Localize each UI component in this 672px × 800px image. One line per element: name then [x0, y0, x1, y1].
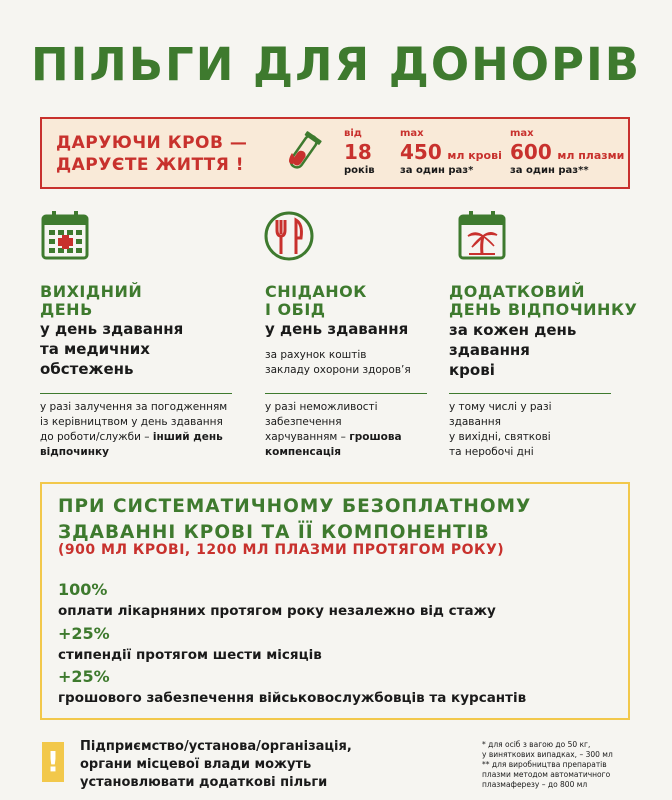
col3-note-line2: здавання — [449, 416, 501, 428]
footnotes — [482, 740, 672, 790]
systematic-donation-box — [40, 482, 630, 720]
footnote-2-line2: плазми методом автоматичного — [482, 770, 611, 779]
col2-head-line1: СНІДАНОК — [265, 282, 367, 301]
systematic-title-line2: ЗДАВАННІ КРОВІ ТА ЇЇ КОМПОНЕНТІВ — [58, 522, 490, 543]
footnote-2-line3: плазмаферезу – до 800 мл — [482, 780, 588, 789]
benefit-3-desc: грошового забезпечення військовослужбовців та курсантів — [58, 690, 527, 706]
col1-note-line3: до роботи/служби – — [40, 431, 150, 443]
col2-note — [265, 400, 402, 460]
org-note-line1: Підприємство/установа/організація, — [80, 739, 352, 754]
blood-stat — [400, 127, 502, 177]
benefit-1-desc: оплати лікарняних протягом року незалежно від стажу — [58, 603, 496, 619]
systematic-title-line1: ПРИ СИСТЕМАТИЧНОМУ БЕЗОПЛАТНОМУ — [58, 496, 532, 517]
calendar-palm-icon — [457, 210, 507, 262]
col1-sub-line3: обстежень — [40, 360, 134, 378]
col1-sub-line2: та медичних — [40, 340, 150, 358]
col3-note-line3: у вихідні, святкові — [449, 431, 551, 443]
plasma-value: 600 — [510, 140, 552, 164]
age-stat — [344, 127, 375, 177]
slogan — [56, 132, 247, 176]
benefit-1-value: 100% — [58, 580, 108, 599]
col3-sub-line2: здавання — [449, 341, 530, 359]
organization-note — [80, 738, 352, 792]
col3-divider — [449, 393, 611, 394]
col1-head-line2: ДЕНЬ — [40, 300, 93, 319]
col1-note-line2: із керівництвом у день здавання — [40, 416, 223, 428]
col2-subtitle — [265, 319, 408, 339]
col3-sub-line3: крові — [449, 361, 495, 379]
col3-sub-line1: за кожен день — [449, 321, 577, 339]
col3-note-line1: у тому числі у разі — [449, 401, 552, 413]
blood-value: 450 — [400, 140, 442, 164]
col3-note-line4: та неробочі дні — [449, 446, 534, 458]
blood-sub: за один раз* — [400, 165, 474, 176]
col2-note-line4: компенсація — [265, 446, 341, 458]
blood-tube-icon — [280, 131, 324, 177]
plasma-sub: за один раз** — [510, 165, 589, 176]
systematic-subtitle: (900 МЛ КРОВІ, 1200 МЛ ПЛАЗМИ ПРОТЯГОМ РОКУ) — [58, 542, 505, 558]
benefit-3-value: +25% — [58, 667, 110, 686]
col2-note-line1: у разі неможливості — [265, 401, 378, 413]
age-label: від — [344, 128, 362, 139]
calendar-icon — [40, 210, 90, 262]
col2-detail-line2: закладу охорони здоров’я — [265, 364, 411, 376]
systematic-title — [58, 494, 531, 546]
col1-subtitle — [40, 319, 183, 379]
col3-note — [449, 400, 551, 460]
footnote-1-line1: * для осіб з вагою до 50 кг, — [482, 740, 591, 749]
plasma-label: max — [510, 128, 534, 139]
plasma-unit: мл плазми — [557, 149, 625, 162]
blood-label: max — [400, 128, 424, 139]
benefit-2-value: +25% — [58, 624, 110, 643]
col1-note-line1: у разі залучення за погодженням — [40, 401, 228, 413]
col3-heading — [449, 283, 637, 319]
col2-detail-line1: за рахунок коштів — [265, 349, 367, 361]
col1-head-line1: ВИХІДНИЙ — [40, 282, 143, 301]
col2-sub-line1: у день здавання — [265, 320, 409, 338]
col3-head-line1: ДОДАТКОВИЙ — [449, 282, 586, 301]
donor-banner — [40, 117, 630, 189]
col2-detail — [265, 348, 411, 378]
slogan-line-2: ДАРУЄТЕ ЖИТТЯ ! — [56, 155, 244, 175]
col2-heading — [265, 283, 367, 319]
plasma-stat — [510, 127, 624, 177]
col1-heading — [40, 283, 142, 319]
col3-subtitle — [449, 320, 576, 380]
col2-note-line3-bold: грошова — [349, 431, 402, 443]
footnote-1-line2: у виняткових випадках, – 300 мл — [482, 750, 613, 759]
col1-note — [40, 400, 227, 460]
age-unit: років — [344, 165, 375, 176]
org-note-line3: установлювати додаткові пільги — [80, 775, 328, 790]
blood-unit: мл крові — [447, 149, 502, 162]
org-note-line2: органи місцевої влади можуть — [80, 757, 312, 772]
benefit-2-desc: стипендії протягом шести місяців — [58, 647, 322, 663]
col1-note-line3-bold: інший день — [152, 431, 223, 443]
col1-divider — [40, 393, 232, 394]
col3-head-line2: ДЕНЬ ВІДПОЧИНКУ — [449, 300, 638, 319]
col2-note-line3: харчуванням – — [265, 431, 346, 443]
col2-head-line2: І ОБІД — [265, 300, 326, 319]
exclamation-icon: ! — [42, 742, 64, 782]
slogan-line-1: ДАРУЮЧИ КРОВ — — [56, 133, 248, 153]
col1-sub-line1: у день здавання — [40, 320, 184, 338]
col2-note-line2: забезпечення — [265, 416, 342, 428]
col1-note-line4: відпочинку — [40, 446, 109, 458]
footnote-2-line1: ** для виробництва препаратів — [482, 760, 607, 769]
fork-knife-icon — [263, 210, 315, 262]
col2-divider — [265, 393, 427, 394]
page-title: ПІЛЬГИ ДЛЯ ДОНОРІВ — [30, 38, 642, 91]
age-value: 18 — [344, 140, 372, 164]
